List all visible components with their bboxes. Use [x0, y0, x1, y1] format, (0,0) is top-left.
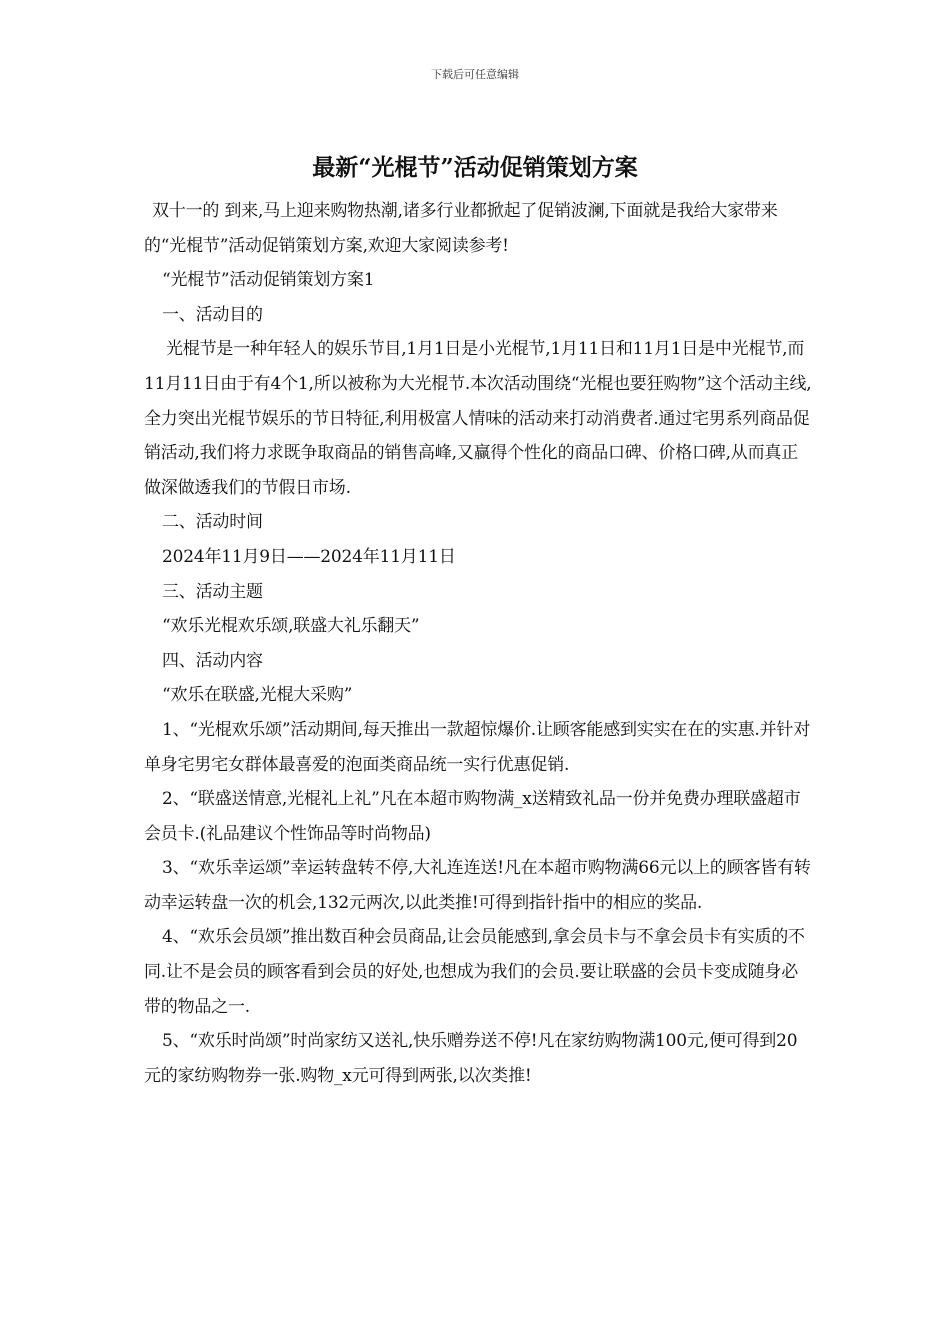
section-heading-purpose: 一、活动目的 — [162, 304, 263, 325]
content-item-1: 1、“光棍欢乐颂”活动期间,每天推出一款超惊爆价.让顾客能感到实实在在的实惠.并针对单身宅男宅女群体最喜爱的泡面类商品统一实行优惠促销. — [144, 719, 811, 775]
intro-paragraph: 双十一的 到来,马上迎来购物热潮,诸多行业都掀起了促销波澜,下面就是我给大家带来的“光棍节”活动促销策划方案,欢迎大家阅读参考! — [144, 201, 778, 256]
plan-subtitle: “光棍节”活动促销策划方案1 — [162, 270, 375, 291]
header-note: 下载后可任意编辑 — [431, 68, 519, 81]
theme-paragraph: “欢乐光棍欢乐颂,联盛大礼乐翻天” — [162, 616, 420, 637]
section-heading-theme: 三、活动主题 — [162, 581, 263, 602]
purpose-paragraph: 光棍节是一种年轻人的娱乐节目,1月1日是小光棍节,1月11日和11月1日是中光棍节,而11月11日由于有4个1,所以被称为大光棍节.本次活动围绕“光棍也要狂购物”这个活动主线,全力突出光棍节娱乐的节日特征,利用极富人情味的活动来打动消费者.通过宅男系列商品促销活动,我们将力求既争取商品的销售高峰,又赢得个性化的商品口碑、价格口碑,从而真正做深做透我们的节假日市场. — [144, 339, 812, 498]
content-item-3: 3、“欢乐幸运颂”幸运转盘转不停,大礼连连送!凡在本超市购物满66元以上的顾客皆有转动幸运转盘一次的机会,132元两次,以此类推!可得到指针指中的相应的奖品. — [144, 858, 811, 913]
document-body — [144, 194, 812, 1093]
section-heading-time: 二、活动时间 — [162, 512, 263, 533]
document-title: 最新“光棍节”活动促销策划方案 — [312, 154, 638, 181]
content-slogan: “欢乐在联盛,光棍大采购” — [162, 685, 353, 706]
time-paragraph: 2024年11月9日——2024年11月11日 — [162, 546, 456, 567]
content-item-2: 2、“联盛送情意,光棍礼上礼”凡在本超市购物满_x送精致礼品一份并免费办理联盛超市会员卡.(礼品建议个性饰品等时尚物品) — [144, 789, 801, 844]
section-heading-content: 四、活动内容 — [162, 650, 263, 671]
content-item-5: 5、“欢乐时尚颂”时尚家纺又送礼,快乐赠券送不停!凡在家纺购物满100元,便可得到20元的家纺购物券一张.购物_x元可得到两张,以次类推! — [144, 1031, 798, 1086]
content-item-4: 4、“欢乐会员颂”推出数百种会员商品,让会员能感到,拿会员卡与不拿会员卡有实质的不同.让不是会员的顾客看到会员的好处,也想成为我们的会员.要让联盛的会员卡变成随身必带的物品之一. — [144, 927, 805, 1017]
